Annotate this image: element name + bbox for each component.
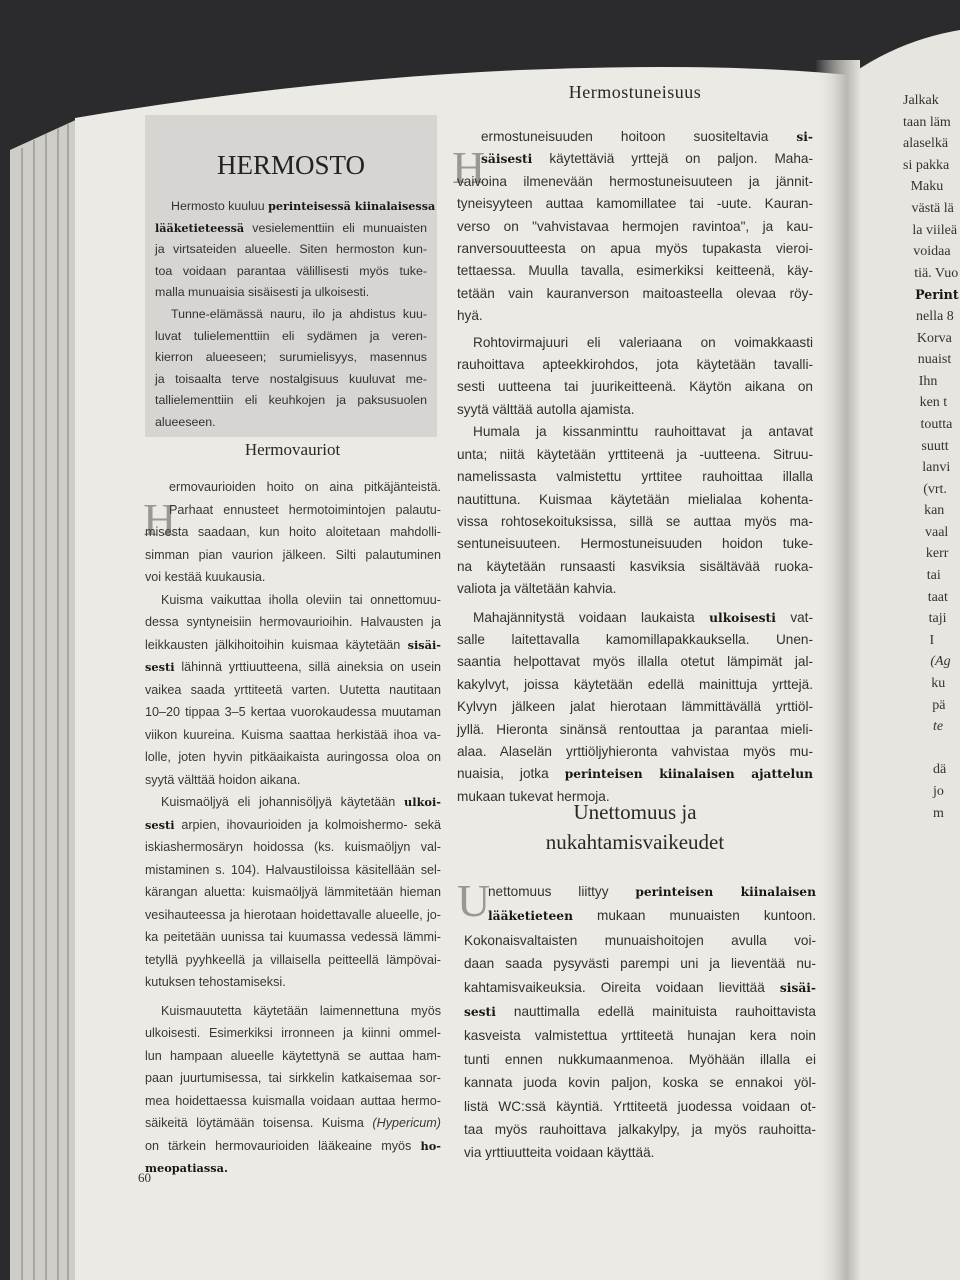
text-line (155, 261, 427, 283)
text-run: on tärkein hermovaurioiden lääkeaine myös (145, 1138, 421, 1153)
text-run: taat (927, 589, 948, 605)
text-line (457, 216, 813, 238)
text-run: hyä. (457, 308, 483, 324)
italic-run: te (933, 719, 944, 735)
text-run: la viileä (912, 222, 958, 238)
fragment-line (903, 673, 959, 695)
text-line (457, 354, 813, 376)
text-run: saantia helpottavat myös illalla otetut lämpimät jal- (457, 654, 813, 670)
text-run: syytä välttää autolla ajamista. (457, 401, 635, 417)
bold-run: meopatiassa. (145, 1161, 228, 1175)
paragraph (464, 880, 816, 1165)
text-run: Tunne-elämässä nauru, ilo ja ahdistus kuu- (171, 306, 427, 321)
text-line (457, 578, 813, 600)
text-line (155, 239, 427, 261)
text-line (457, 260, 813, 282)
text-line (145, 1090, 441, 1113)
text-line (457, 511, 813, 533)
page-number: 60 (138, 1170, 151, 1185)
text-run: tai (926, 568, 941, 584)
bold-run: ho- (420, 1138, 441, 1153)
box-text (155, 196, 436, 434)
text-line (457, 629, 813, 651)
text-run: Mahajännitystä voidaan laukaista (473, 609, 710, 625)
hermostuneisuus-text (457, 126, 813, 808)
text-run: Parhaat ennusteet hermotoimintojen palautu- (169, 502, 441, 517)
fragment-line (903, 651, 959, 673)
fragment-line (903, 522, 959, 544)
text-run: Jalkak (903, 93, 939, 108)
text-run: paan juurtumisessa, tai sirkkelin katkaisemaa sor- (145, 1071, 441, 1085)
text-run: Kylvyn jälkeen jalat hierotaan lämmittävällä yrttiöl- (457, 699, 813, 715)
text-run: voidaa (913, 244, 951, 260)
text-line (145, 1157, 441, 1180)
text-line (145, 836, 441, 859)
bold-run: ulkoi- (404, 795, 441, 809)
text-run: lähinnä yrttiuutteena, sillä aineksia on usein (174, 660, 441, 674)
text-run: via yrttiuutteita voidaan käyttää. (464, 1145, 655, 1161)
bold-run: perinteisessä kiinalaisessa (268, 200, 436, 213)
text-line (145, 1045, 441, 1068)
paragraph (457, 607, 813, 809)
fragment-line (903, 176, 959, 198)
text-run: kutuksen tehostamiseksi. (145, 975, 286, 989)
text-run: lolle, joten hyvin pitkäaikaista auringossa oloa on (145, 750, 441, 764)
bold-run: sisäi- (779, 980, 816, 995)
text-run: sentuneisuuteen. Hermostuneisuuden hoidon tuke- (457, 536, 813, 552)
fragment-line (903, 328, 959, 350)
text-run: kannata juoda kovin paljon, koska se ennakoi yöl- (464, 1075, 816, 1091)
text-line (457, 466, 813, 488)
bold-run: perinteisen kiinalaisen ajattelun (564, 767, 813, 782)
paragraph (145, 589, 441, 792)
text-line (145, 791, 441, 814)
text-run: pä (932, 697, 946, 713)
paragraph (145, 1000, 441, 1180)
text-run: tetään vain kauranverson maitoasteella olevaa röy- (457, 285, 813, 301)
text-line (145, 521, 441, 544)
text-run: alaselkä (903, 136, 949, 152)
text-run: Rohtovirmajuuri eli valeriaana on voimakkaasti (473, 334, 813, 350)
text-line (145, 724, 441, 747)
text-run: tetyllä pyyhkeellä ja villaisella peitteellä lämpövai- (145, 952, 441, 967)
text-run: kerr (925, 546, 949, 562)
text-line (457, 305, 813, 327)
text-run: jo (933, 784, 944, 799)
text-run: m (933, 805, 944, 821)
text-line (457, 376, 813, 398)
fragment-line (903, 803, 959, 825)
fragment-line (903, 738, 959, 760)
text-run: ja virtsateiden alueelle. Siten hermoston kun- (155, 242, 427, 257)
text-run: listä WC:ssä käyntiä. Yrttiteetä juodessa voidaan ot- (464, 1098, 816, 1114)
text-run: kasveista valmistettua yrttiteetä hunajan kera noin (464, 1028, 816, 1044)
text-line (145, 971, 441, 994)
text-line (155, 326, 427, 348)
heading-unettomuus-line2: nukahtamisvaikeudet (545, 830, 725, 854)
bold-run: sesti (145, 660, 175, 674)
text-run: Kuisma vaikuttaa iholla oleviin tai onnettomuu- (161, 592, 441, 607)
text-line (145, 769, 441, 792)
text-line (145, 701, 441, 724)
bold-run: lääketieteen (488, 909, 573, 924)
fragment-line (903, 90, 959, 112)
text-run: nettomuus liittyy (488, 884, 636, 899)
text-run: ermostuneisuuden hoitoon suositeltavia (481, 129, 797, 144)
text-line (457, 741, 813, 763)
fragment-line (903, 284, 959, 306)
text-run: si pakka (903, 157, 950, 173)
text-run: kan (924, 503, 945, 519)
bold-run: lääketieteessä (155, 221, 245, 235)
text-run: vesihauteessa ja hierotaan hoidettavalle alueelle, jo- (145, 907, 441, 922)
text-run: kahtamisvaikeuksia. Oireita voidaan lievittää (464, 979, 780, 995)
text-run: kakylvyt, joissa käytetään edellä mainittuja yrttejä. (457, 676, 813, 692)
text-run: mukaan munuaisten kuntoon. (572, 908, 816, 924)
paragraph (457, 126, 813, 328)
text-run: taa myös rauhoittava jalkakylpy, ja myös rauhoitta- (464, 1122, 816, 1138)
fragment-line (903, 241, 959, 263)
text-run: salle laitettavalla kamomillapakkauksella. Unen- (457, 631, 813, 647)
text-run: iskiashermosäryn hoidossa (ks. kuismaöljyn val- (145, 840, 441, 854)
paragraph (145, 476, 441, 589)
text-line (457, 283, 813, 305)
text-line (145, 589, 441, 612)
text-line (464, 904, 816, 928)
fragment-line (903, 133, 959, 155)
text-line (145, 476, 441, 499)
drop-cap-h: H (143, 494, 177, 545)
text-run: vesielementtiin eli munuaisten (244, 220, 427, 235)
text-run: Kuismauutetta käytetään laimennettuna myös (161, 1003, 441, 1018)
text-run: toa voidaan parantaa välillisesti myös tuke- (155, 263, 427, 278)
text-run: unta; niitä käytetään yrttiteenä ja -uutteena. Sitruu- (457, 446, 813, 462)
text-run: tettaessa. Muulla tavalla, esimerkiksi keitteenä, käy- (457, 263, 813, 279)
fragment-line (903, 587, 959, 609)
text-run: namelissasta valmistettu yrttitee rauhoittaa illalla (457, 469, 813, 485)
text-run: rauhoittava apteekkirohdos, jota käytetään tavalli- (457, 357, 813, 373)
text-line (457, 719, 813, 741)
text-line (145, 1022, 441, 1045)
text-run: Korva (916, 330, 952, 346)
text-run: leikkausten jälkihoitoihin kuismaa käytetään (145, 637, 408, 652)
text-line (464, 1095, 816, 1118)
text-line (145, 566, 441, 589)
text-line (464, 1048, 816, 1071)
text-line (464, 929, 816, 952)
fragment-line (903, 695, 959, 717)
box-title: HERMOSTO (216, 150, 366, 180)
fragment-line (903, 565, 959, 587)
text-line (155, 369, 427, 391)
text-line (145, 746, 441, 769)
text-run: 10–20 tippaa 3–5 kertaa vuorokaudessa muutaman (145, 705, 441, 719)
text-run: säikeitä löytämään toisensa. Kuisma (145, 1116, 373, 1130)
text-line (457, 193, 813, 215)
text-line (145, 611, 441, 634)
text-run: (vrt. (923, 481, 947, 497)
text-run: sesti uutteena tai juurikeitteenä. Käytön aikana on (457, 379, 813, 395)
fragment-line (903, 630, 959, 652)
text-run: nauttimalla edellä mainituista rauhoittavista (495, 1004, 816, 1020)
text-run: arpien, ihovaurioiden ja kolmoishermo- sekä (174, 817, 441, 832)
text-run: alaa. Alaselän yrttiöljyhieronta vahvistaa myös mu- (457, 743, 813, 759)
fragment-line (903, 112, 959, 134)
bold-run: si- (796, 130, 813, 144)
text-line (457, 763, 813, 785)
text-run: simman pian vaurion jälkeen. Silti palautuminen (145, 547, 441, 562)
text-run: voi kestää kuukausia. (145, 570, 266, 584)
text-run: ku (931, 676, 946, 692)
bold-run: säisesti (481, 152, 533, 167)
text-run: mukaan tukevat hermoja. (457, 788, 610, 804)
text-line (464, 1141, 816, 1164)
text-run: viikon kuureina. Kuisma saattaa herkistää ihoa va- (145, 727, 441, 742)
text-run: ja toisaalta terve nostalgisuus kuuluvat me- (155, 371, 427, 386)
text-line (457, 651, 813, 673)
bold-run: sesti (145, 817, 175, 832)
text-run: misesta saadaan, kun hoito aloitetaan mahdolli- (145, 525, 441, 539)
fragment-line (903, 436, 959, 458)
text-line (145, 904, 441, 927)
text-run: syytä välttää hoidon aikana. (145, 772, 301, 787)
text-run: daan saada pysyvästi parempi uni ja lieventää nu- (464, 956, 816, 972)
hermovauriot-text (145, 476, 441, 1180)
text-run: vaal (925, 524, 949, 540)
text-line (145, 1000, 441, 1023)
text-run: suutt (921, 438, 949, 454)
text-run: valiota ja vältetään kahvia. (457, 581, 617, 597)
text-run: luvat tulielementtiin eli sydämen ja veren- (155, 328, 427, 343)
fragment-line (903, 479, 959, 501)
italic-run: (Hypericum) (372, 1116, 441, 1130)
text-line (464, 880, 816, 904)
text-run: vaivoina ilmenevään hermostuneisuuteen ja jännit- (457, 173, 813, 189)
text-run: nautittuna. Kuismaa käytetään mielialaa kohenta- (457, 491, 813, 507)
fragment-line (903, 500, 959, 522)
bold-run: ulkoisesti (709, 610, 776, 625)
text-line (457, 148, 813, 170)
paragraph (155, 304, 427, 434)
text-run: vaikea saada yrttiteetä varten. Uutetta nautitaan (145, 682, 441, 697)
text-run: Humala ja kissanminttu rauhoittavat ja antavat (473, 424, 813, 440)
fragment-line (903, 608, 959, 630)
text-line (155, 218, 427, 240)
bold-run: perinteisen kiinalaisen (635, 885, 816, 899)
text-run: ka peitetään uunissa tai kuumassa vedessä lämmi- (145, 930, 441, 944)
fragment-line (903, 716, 959, 738)
text-run: mea hoidettaessa kuismalla voidaan auttaa hermo- (145, 1093, 441, 1108)
text-line (145, 1135, 441, 1158)
fragment-line (903, 198, 959, 220)
text-line (155, 282, 427, 304)
text-line (457, 444, 813, 466)
text-line (145, 949, 441, 972)
text-run: kärangan aluetta: kuismaöljyä lämmitetään hieman (145, 885, 441, 899)
text-run: taan läm (903, 114, 951, 130)
drop-cap-h: H (452, 142, 486, 193)
text-line (464, 952, 816, 975)
text-run: nuaisia, jotka (457, 766, 565, 782)
text-line (457, 171, 813, 193)
text-run: alueeseen. (155, 414, 216, 429)
gutter-shadow (815, 60, 860, 1280)
next-page-text-fragments (903, 90, 959, 824)
fragment-line (903, 220, 959, 242)
text-line (155, 304, 427, 326)
text-line (155, 347, 427, 369)
text-run: kierron alueeseen; surumielisyys, masennus (155, 350, 427, 365)
text-line (145, 634, 441, 657)
text-line (145, 1067, 441, 1090)
text-line (457, 696, 813, 718)
text-run: lun hampaan alueelle käytettynä se auttaa ham- (145, 1048, 441, 1063)
text-run: tyneisyyteen auttaa kamomillatee tai -uute. Kauran- (457, 196, 813, 212)
text-line (155, 390, 427, 412)
heading-unettomuus-line1: Unettomuus ja (573, 800, 697, 824)
text-line (145, 926, 441, 949)
fragment-line (903, 263, 959, 285)
text-line (145, 544, 441, 567)
text-run: Hermosto kuuluu (171, 199, 269, 213)
text-line (457, 399, 813, 421)
text-run: ranversouutteesta on apua myös tupakasta vieroi- (457, 241, 813, 257)
bold-run: sesti (464, 1005, 496, 1020)
fragment-line (903, 349, 959, 371)
text-line (155, 196, 436, 218)
text-run: jyllä. Hieronta sinänsä rentouttaa ja parantaa mieli- (457, 721, 813, 737)
text-line (145, 679, 441, 702)
text-line (457, 489, 813, 511)
fragment-line (903, 306, 959, 328)
paragraph (457, 421, 813, 600)
text-line (145, 881, 441, 904)
heading-hermostuneisuus: Hermostuneisuus (568, 82, 702, 102)
text-line (464, 1024, 816, 1047)
text-line (457, 556, 813, 578)
drop-cap-u: U (457, 875, 491, 926)
text-line (464, 1118, 816, 1141)
fragment-line (903, 781, 959, 803)
text-line (145, 499, 441, 522)
text-run: Kokonaisvaltaisten munuaishoitojen avulla voi- (464, 932, 816, 948)
fragment-line (903, 543, 959, 565)
text-run: Maku (910, 179, 944, 195)
fragment-line (903, 392, 959, 414)
paragraph (145, 791, 441, 994)
text-line (457, 674, 813, 696)
fragment-line (903, 759, 959, 781)
text-run: dessa syntyneisiin hermovaurioihin. Halvausten ja (145, 615, 441, 629)
text-line (457, 238, 813, 260)
text-line (464, 1000, 816, 1024)
bold-run: sisäi- (407, 637, 441, 652)
fragment-line (903, 371, 959, 393)
text-run: västä lä (911, 200, 954, 216)
text-run: verso on "vahvistavaa hermojen ravintoa", ja kau- (457, 218, 813, 234)
text-run: tunti ennen nukkumaanmenoa. Myöhään illalla ei (464, 1051, 816, 1067)
text-run: I (929, 632, 935, 648)
text-line (145, 656, 441, 679)
fragment-line (903, 457, 959, 479)
text-run: vat- (775, 609, 813, 625)
italic-run: (Ag (930, 654, 951, 670)
text-run: nuaist (917, 352, 952, 368)
text-run: käytettäviä yrttejä on paljon. Maha- (532, 151, 813, 167)
fragment-line (903, 155, 959, 177)
paragraph (457, 332, 813, 422)
heading-hermovauriot: Hermovauriot (244, 440, 341, 459)
text-run: vissa rohtosekoituksissa, sillä se auttaa myös ma- (457, 513, 813, 529)
text-run: mistaminen s. 104). Halvaustiloissa käsitellään sel- (145, 862, 441, 877)
text-run: Kuismaöljyä eli johannisöljyä käytetään (161, 795, 405, 809)
text-run: ken t (919, 395, 948, 411)
text-line (145, 814, 441, 837)
paragraph (155, 196, 436, 304)
text-line (457, 607, 813, 629)
text-line (464, 1071, 816, 1094)
text-run: Ihn (918, 373, 938, 389)
text-line (464, 976, 816, 1000)
text-line (457, 332, 813, 354)
text-run: na käytetään runsaasti kasviksia sisältävää ruoka- (457, 558, 813, 574)
text-run: dä (933, 762, 947, 778)
text-run: toutta (920, 416, 953, 432)
text-run: nella 8 (916, 308, 954, 324)
text-run: ulkoisesti. Esimerkiksi irronneen ja kiinni ommel- (145, 1026, 441, 1040)
text-run: tiä. Vuo (914, 265, 959, 281)
text-line (457, 421, 813, 443)
text-line (145, 859, 441, 882)
fragment-line (903, 414, 959, 436)
text-run: tallielementtiin eli keuhkojen ja paksusuolen (155, 393, 427, 408)
bold-run: Perint (915, 287, 959, 303)
text-run: malla munuaisia sisäisesti ja ulkoisesti. (155, 285, 370, 300)
text-run: lanvi (922, 460, 951, 476)
text-line (457, 533, 813, 555)
unettomuus-text (464, 880, 816, 1165)
text-line (155, 412, 427, 434)
text-line (145, 1112, 441, 1135)
text-run: ermovaurioiden hoito on aina pitkäjänteistä. (169, 480, 441, 494)
text-run: taji (928, 611, 947, 627)
text-line (457, 126, 813, 148)
